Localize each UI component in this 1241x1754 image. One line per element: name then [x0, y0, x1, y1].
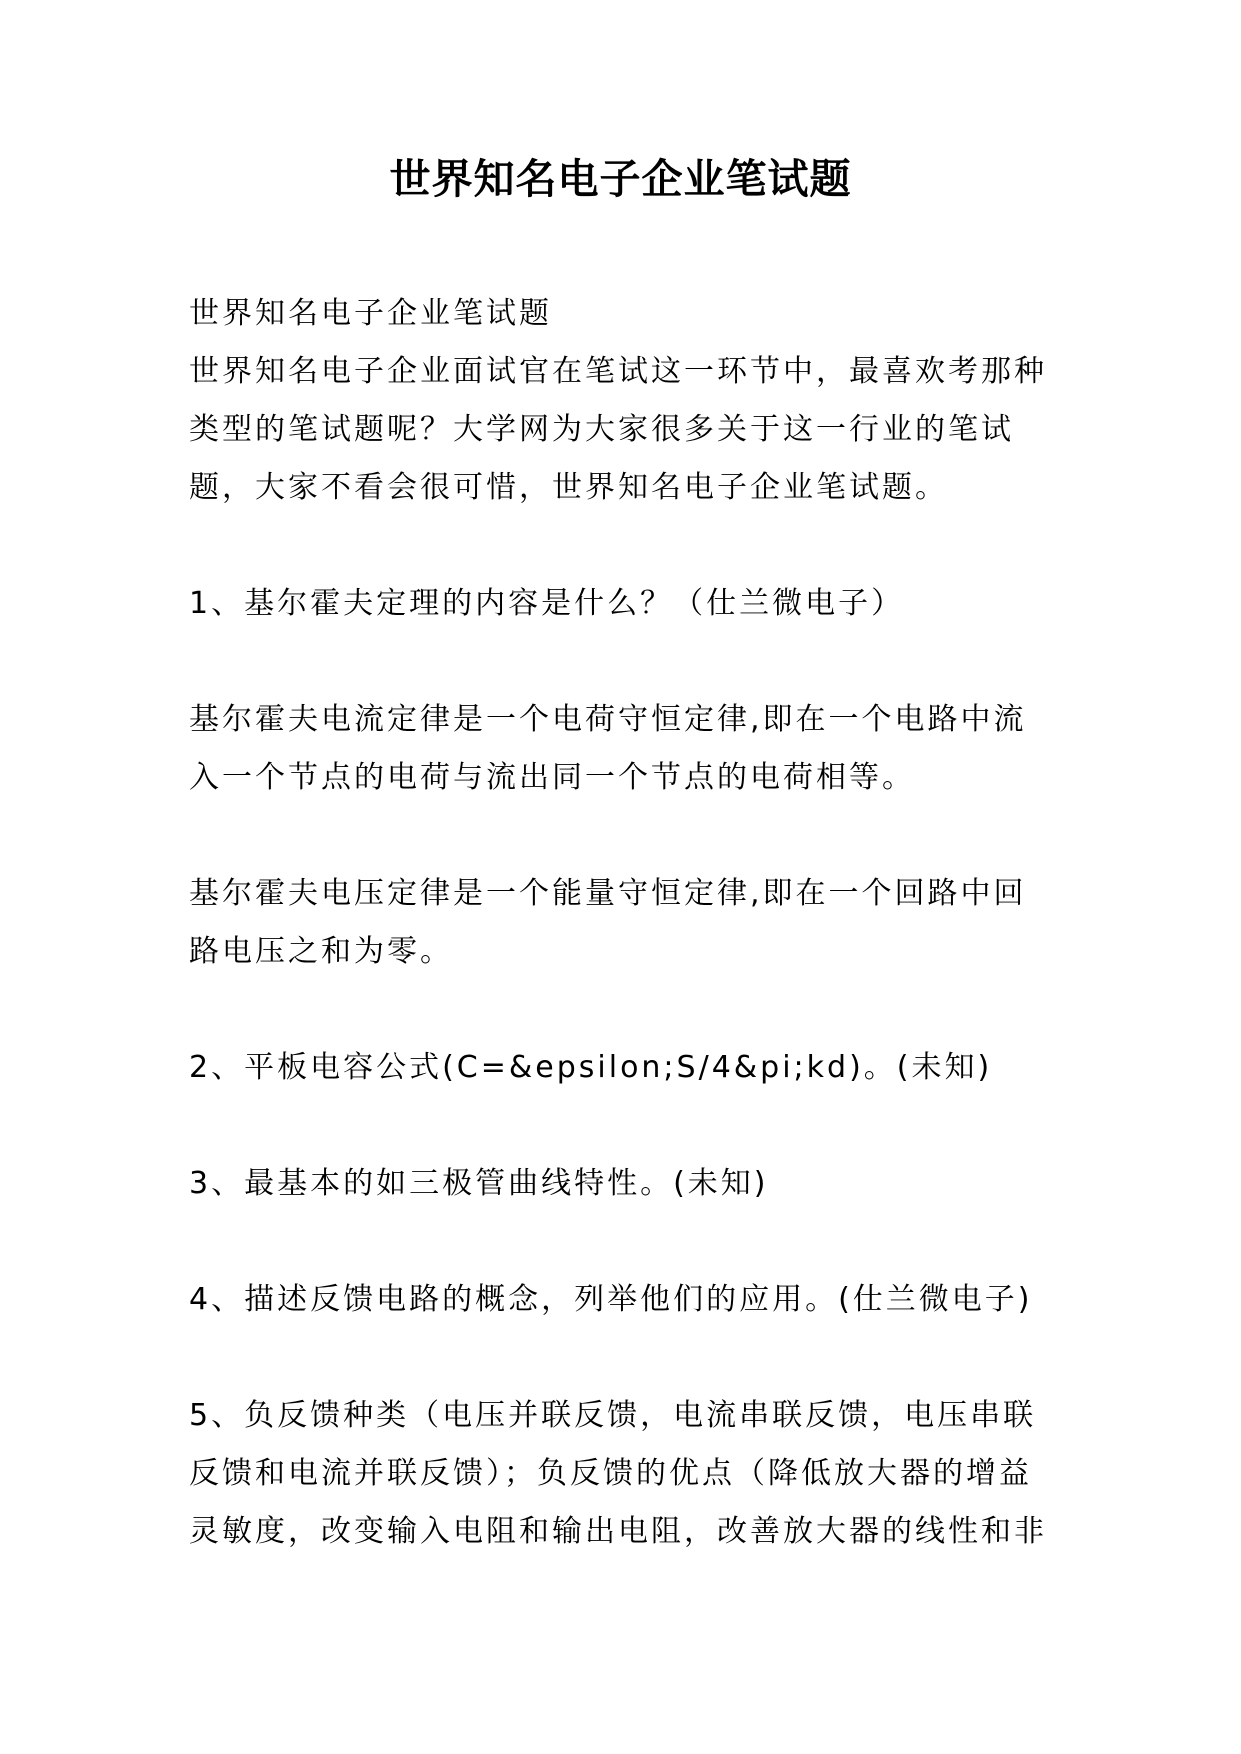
question-4: 4、描述反馈电路的概念，列举他们的应用。(仕兰微电子): [189, 1282, 1033, 1317]
document-title: 世界知名电子企业笔试题: [389, 155, 852, 203]
paragraph-spacer: [189, 1097, 1069, 1155]
question-5-line: 灵敏度，改变输入电阻和输出电阻，改善放大器的线性和非: [189, 1514, 1047, 1549]
intro-paragraph-line: 世界知名电子企业面试官在笔试这一环节中，最喜欢考那种: [189, 354, 1047, 389]
intro-paragraph-line: 类型的笔试题呢？大学网为大家很多关于这一行业的笔试: [189, 412, 1014, 447]
answer-paragraph-line: 基尔霍夫电压定律是一个能量守恒定律,即在一个回路中回: [189, 876, 1027, 911]
paragraph-spacer: [189, 807, 1069, 865]
intro-heading: 世界知名电子企业笔试题: [189, 296, 552, 331]
intro-paragraph-line: 题，大家不看会很可惜，世界知名电子企业笔试题。: [189, 470, 948, 505]
answer-paragraph-line: 入一个节点的电荷与流出同一个节点的电荷相等。: [189, 760, 915, 795]
answer-paragraph-line: 基尔霍夫电流定律是一个电荷守恒定律,即在一个电路中流: [189, 702, 1027, 737]
question-2: 2、平板电容公式(C=&epsilon;S/4&pi;kd)。(未知): [189, 1050, 993, 1085]
answer-paragraph-line: 路电压之和为零。: [189, 934, 453, 969]
paragraph-spacer: [189, 1213, 1069, 1271]
question-1: 1、基尔霍夫定理的内容是什么？（仕兰微电子）: [189, 586, 905, 621]
document-body: [189, 285, 1069, 1561]
question-3: 3、最基本的如三极管曲线特性。(未知): [189, 1166, 769, 1201]
question-5-line: 反馈和电流并联反馈）；负反馈的优点（降低放大器的增益: [189, 1456, 1032, 1491]
paragraph-spacer: [189, 633, 1069, 691]
question-5-line: 5、负反馈种类（电压并联反馈，电流串联反馈，电压串联: [189, 1398, 1037, 1433]
paragraph-spacer: [189, 517, 1069, 575]
paragraph-spacer: [189, 1329, 1069, 1387]
paragraph-spacer: [189, 981, 1069, 1039]
